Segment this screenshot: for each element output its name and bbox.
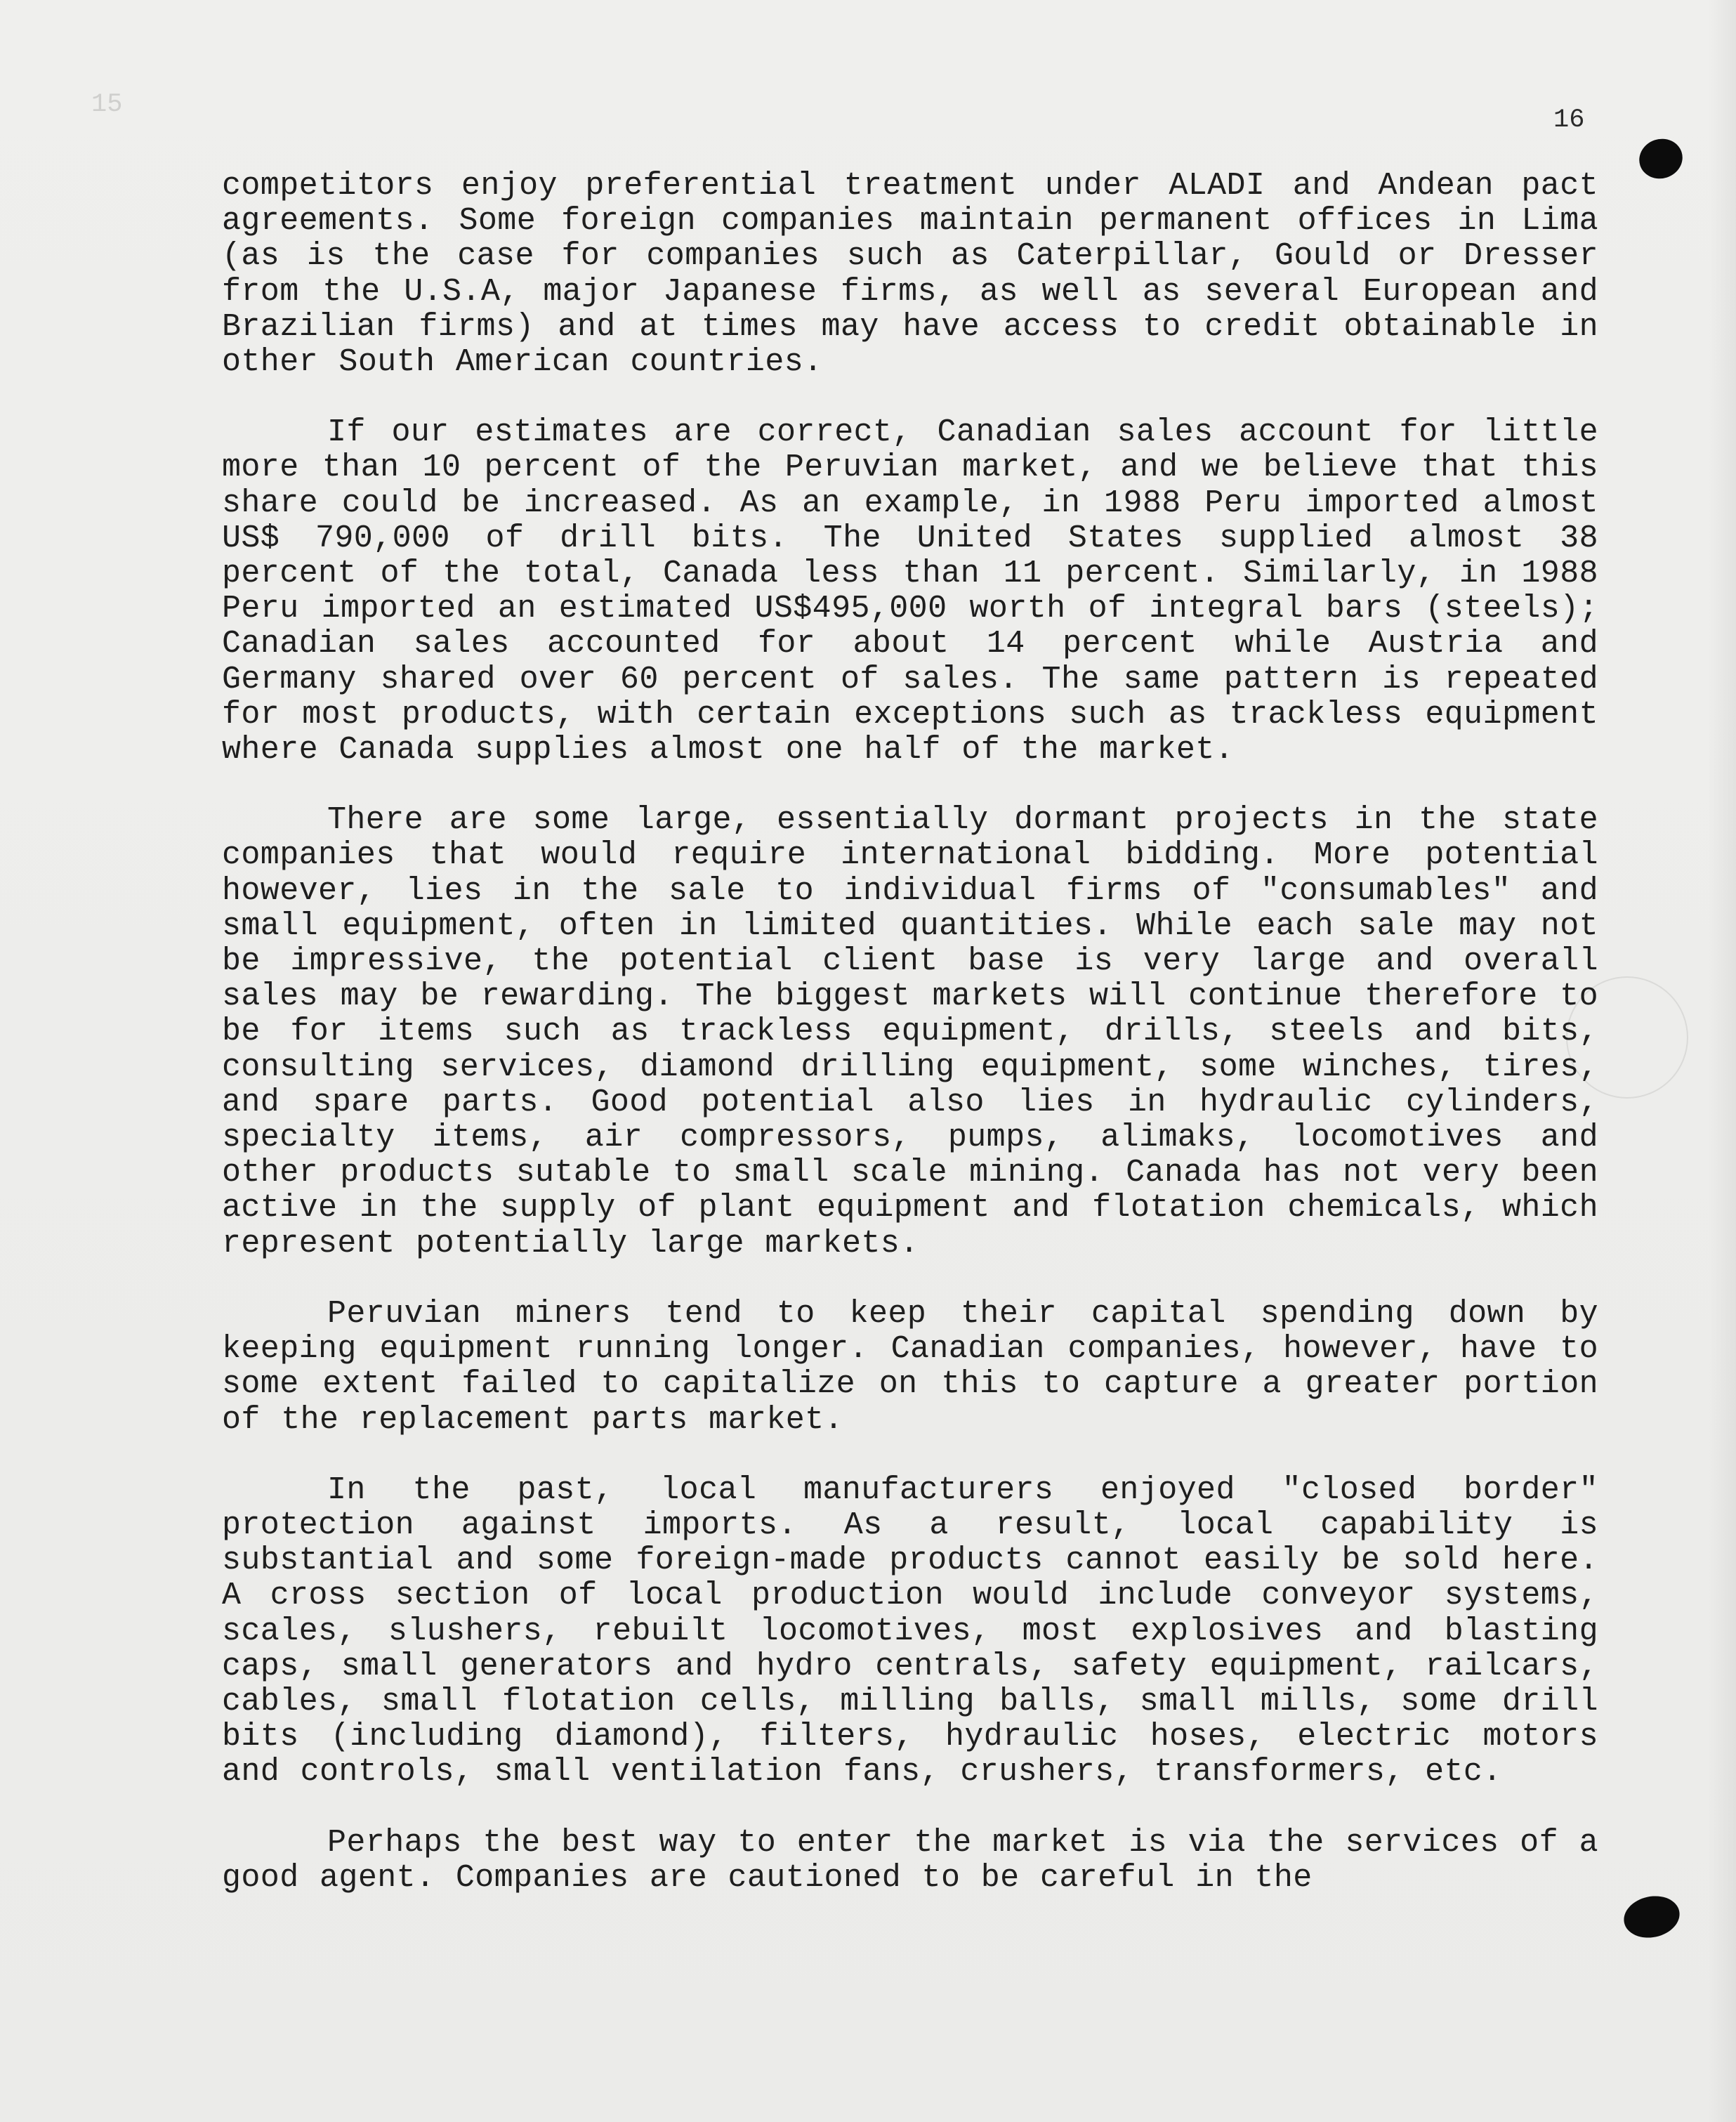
paragraph-projects: There are some large, essentially dormant projects in the state companies that would require international bidding. More potential however, lies in the sale to individual firms of "consumables" and small equipment, often in limited quantities. While each sale may not be impressive, the potential client base is very large and overall sales may be rewarding. The biggest markets will continue therefore to be for items such as trackless equipment, drills, steels and bits, consulting services, diamond drilling equipment, some winches, tires, and spare parts. Good potential also lies in hydraulic cylinders, specialty items, air compressors, pumps, alimaks, locomotives and other products sutable to small scale mining. Canada has not very been active in the supply of plant equipment and flotation chemicals, which represent potentially large markets. xyxy=(222,802,1598,1262)
bleed-through-page-number: 15 xyxy=(91,90,123,119)
paragraph-local-manufacturers: In the past, local manufacturers enjoyed "closed border" protection against imports. As a result, local capability is substantial and some foreign-made products cannot easily be sold here. A cross section of local production would include conveyor systems, scales, slushers, rebuilt locomotives, most explosives and blasting caps, small generators and hydro centrals, safety equipment, railcars, cables, small flotation cells, milling balls, small mills, some drill bits (including diamond), filters, hydraulic hoses, electric motors and controls, small ventilation fans, crushers, transformers, etc. xyxy=(222,1472,1598,1790)
page-number: 16 xyxy=(1553,105,1585,135)
paragraph-agent: Perhaps the best way to enter the market is via the services of a good agent. Companies are cautioned to be careful in the xyxy=(222,1824,1598,1896)
binder-hole-top xyxy=(1634,133,1688,184)
page-edge-shadow xyxy=(1708,0,1736,2122)
paragraph-estimates: If our estimates are correct, Canadian sales account for little more than 10 percent of the Peruvian market, and we believe that this share could be increased. As an example, in 1988 Peru imported almost US$ 790,000 of drill bits. The United States supplied almost 38 percent of the total, Canada less than 11 percent. Similarly, in 1988 Peru imported an estimated US$495,000 worth of integral bars (steels); Canadian sales accounted for about 14 percent while Austria and Germany shared over 60 percent of sales. The same pattern is repeated for most products, with certain exceptions such as trackless equipment where Canada supplies almost one half of the market. xyxy=(222,414,1598,768)
binder-hole-bottom xyxy=(1620,1891,1683,1942)
body-text xyxy=(222,169,1598,1931)
paragraph-capital-spending: Peruvian miners tend to keep their capital spending down by keeping equipment running longer. Canadian companies, however, have to some extent failed to capitalize on this to capture a greater portion of the replacement parts market. xyxy=(222,1295,1598,1438)
paragraph-competitors: competitors enjoy preferential treatment under ALADI and Andean pact agreements. Some foreign companies maintain permanent offices in Lima (as is the case for companies such as Caterpillar, Gould or Dresser from the U.S.A, major Japanese firms, as well as several European and Brazilian firms) and at times may have access to credit obtainable in other South American countries. xyxy=(222,168,1598,381)
